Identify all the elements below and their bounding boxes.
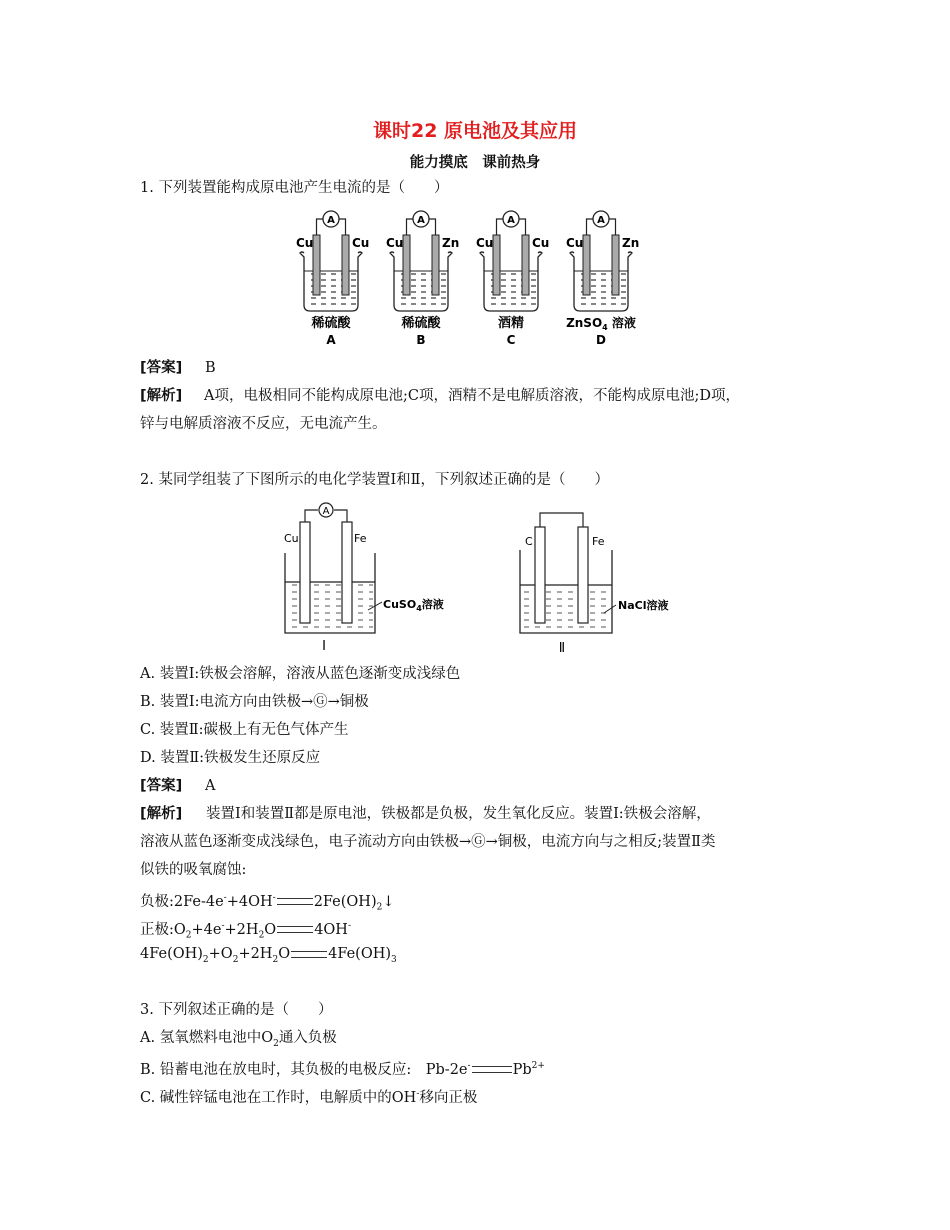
device-2-figure [512, 505, 702, 660]
q3-option-a: A. 氢氧燃料电池中$O_2$通入负极 [140, 1030, 337, 1049]
section-subtitle: 能力摸底 课前热身 [409, 155, 541, 171]
solution-label: ZnSO$_4$ 溶液 [566, 316, 636, 332]
solution-label: 酒精 [497, 316, 525, 331]
equals-sign [291, 951, 327, 958]
device1-solution-label: CuSO$_4$溶液 [383, 598, 444, 613]
q3-option-b: B. 铅蓄电池在放电时，其负极的电极反应: Pb-2e- $Pb^{2+}$ [140, 1061, 545, 1078]
q2-option-a: A. 装置Ⅰ:铁极会溶解，溶液从蓝色逐渐变成浅绿色 [140, 666, 461, 682]
q2-stem: 2. 某同学组装了下图所示的电化学装置Ⅰ和Ⅱ，下列叙述正确的是（ ） [140, 472, 610, 488]
device1-fe-electrode [342, 522, 352, 623]
left-electrode-label: Cu [566, 236, 584, 250]
equation-negative-electrode: 负极:2Fe-4e-+4OH- $2Fe(OH)_2↓$ [140, 893, 395, 913]
q2-analysis-label: [解析] [140, 806, 183, 822]
svg-text:A: A [322, 506, 330, 517]
device2-c-electrode [535, 527, 545, 623]
equation-overall: $4Fe(OH)_2+O_2+2H_2O$ $4Fe(OH)_3$ [140, 946, 397, 965]
beaker-C [476, 211, 549, 347]
q1-analysis-label: [解析] [140, 388, 183, 404]
equals-sign [277, 926, 313, 933]
device2-right-label: Fe [592, 535, 605, 548]
left-electrode-label: Cu [476, 236, 494, 250]
option-letter: A [326, 333, 336, 347]
q2-analysis-line3: 似铁的吸氧腐蚀: [140, 862, 247, 878]
q2-answer: A [205, 778, 216, 794]
option-letter: C [506, 333, 516, 347]
device2-label: Ⅱ [558, 641, 566, 656]
q1-analysis-line2: 锌与电解质溶液不反应，无电流产生。 [140, 416, 387, 432]
q2-option-b: B. 装置Ⅰ:电流方向由铁极→Ⓖ→铜极 [140, 694, 369, 710]
q2-option-c: C. 装置Ⅱ:碳极上有无色气体产生 [140, 722, 349, 738]
right-electrode-label: Zn [622, 236, 640, 250]
device1-cu-electrode [300, 522, 310, 623]
option-letter: B [416, 333, 426, 347]
ammeter-symbol: A [417, 215, 425, 226]
q2-option-d: D. 装置Ⅱ:铁极发生还原反应 [140, 750, 321, 766]
ammeter-symbol: A [597, 215, 605, 226]
device1-label: Ⅰ [322, 639, 326, 654]
left-electrode-label: Cu [296, 236, 314, 250]
left-electrode-label: Cu [386, 236, 404, 250]
q3-option-c: C. 碱性锌锰电池在工作时，电解质中的OH-移向正极 [140, 1089, 478, 1106]
device2-fe-electrode [578, 527, 588, 623]
equals-sign [277, 898, 313, 905]
q1-beaker-figure [290, 205, 660, 350]
beaker-A [296, 211, 369, 347]
right-electrode-label: Cu [532, 236, 550, 250]
solution-label: 稀硫酸 [401, 316, 441, 331]
equals-sign [472, 1066, 512, 1073]
ammeter-symbol: A [507, 215, 515, 226]
ammeter-symbol: A [327, 215, 335, 226]
device2-solution-label: NaCl溶液 [618, 599, 669, 612]
option-letter: D [596, 333, 606, 347]
q1-answer: B [205, 360, 216, 376]
device2-left-label: C [525, 535, 533, 548]
q1-stem: 1. 下列装置能构成原电池产生电流的是（ ） [140, 180, 449, 196]
page-title: 课时22 原电池及其应用 [372, 120, 578, 142]
equation-positive-electrode: 正极$:O_2+4e^-+2H_2O$ 4OH- [140, 921, 351, 941]
q1-analysis-line1: A项，电极相同不能构成原电池;C项，酒精不是电解质溶液，不能构成原电池;D项， [204, 388, 740, 404]
q3-stem: 3. 下列叙述正确的是（ ） [140, 1002, 333, 1018]
device-1-figure [280, 498, 470, 658]
q1-answer-label: [答案] [140, 360, 183, 376]
device1-left-label: Cu [284, 532, 299, 545]
device1-right-label: Fe [354, 532, 367, 545]
beaker-D [566, 211, 639, 347]
beaker-B [386, 211, 459, 347]
right-electrode-label: Zn [442, 236, 460, 250]
right-electrode-label: Cu [352, 236, 370, 250]
q2-analysis-line2: 溶液从蓝色逐渐变成浅绿色，电子流动方向由铁极→Ⓖ→铜极，电流方向与之相反;装置Ⅱ类 [140, 834, 716, 850]
q2-answer-label: [答案] [140, 778, 183, 794]
q2-analysis-line1: 装置Ⅰ和装置Ⅱ都是原电池，铁极都是负极，发生氧化反应。装置Ⅰ:铁极会溶解， [206, 806, 711, 822]
solution-label: 稀硫酸 [311, 316, 351, 331]
